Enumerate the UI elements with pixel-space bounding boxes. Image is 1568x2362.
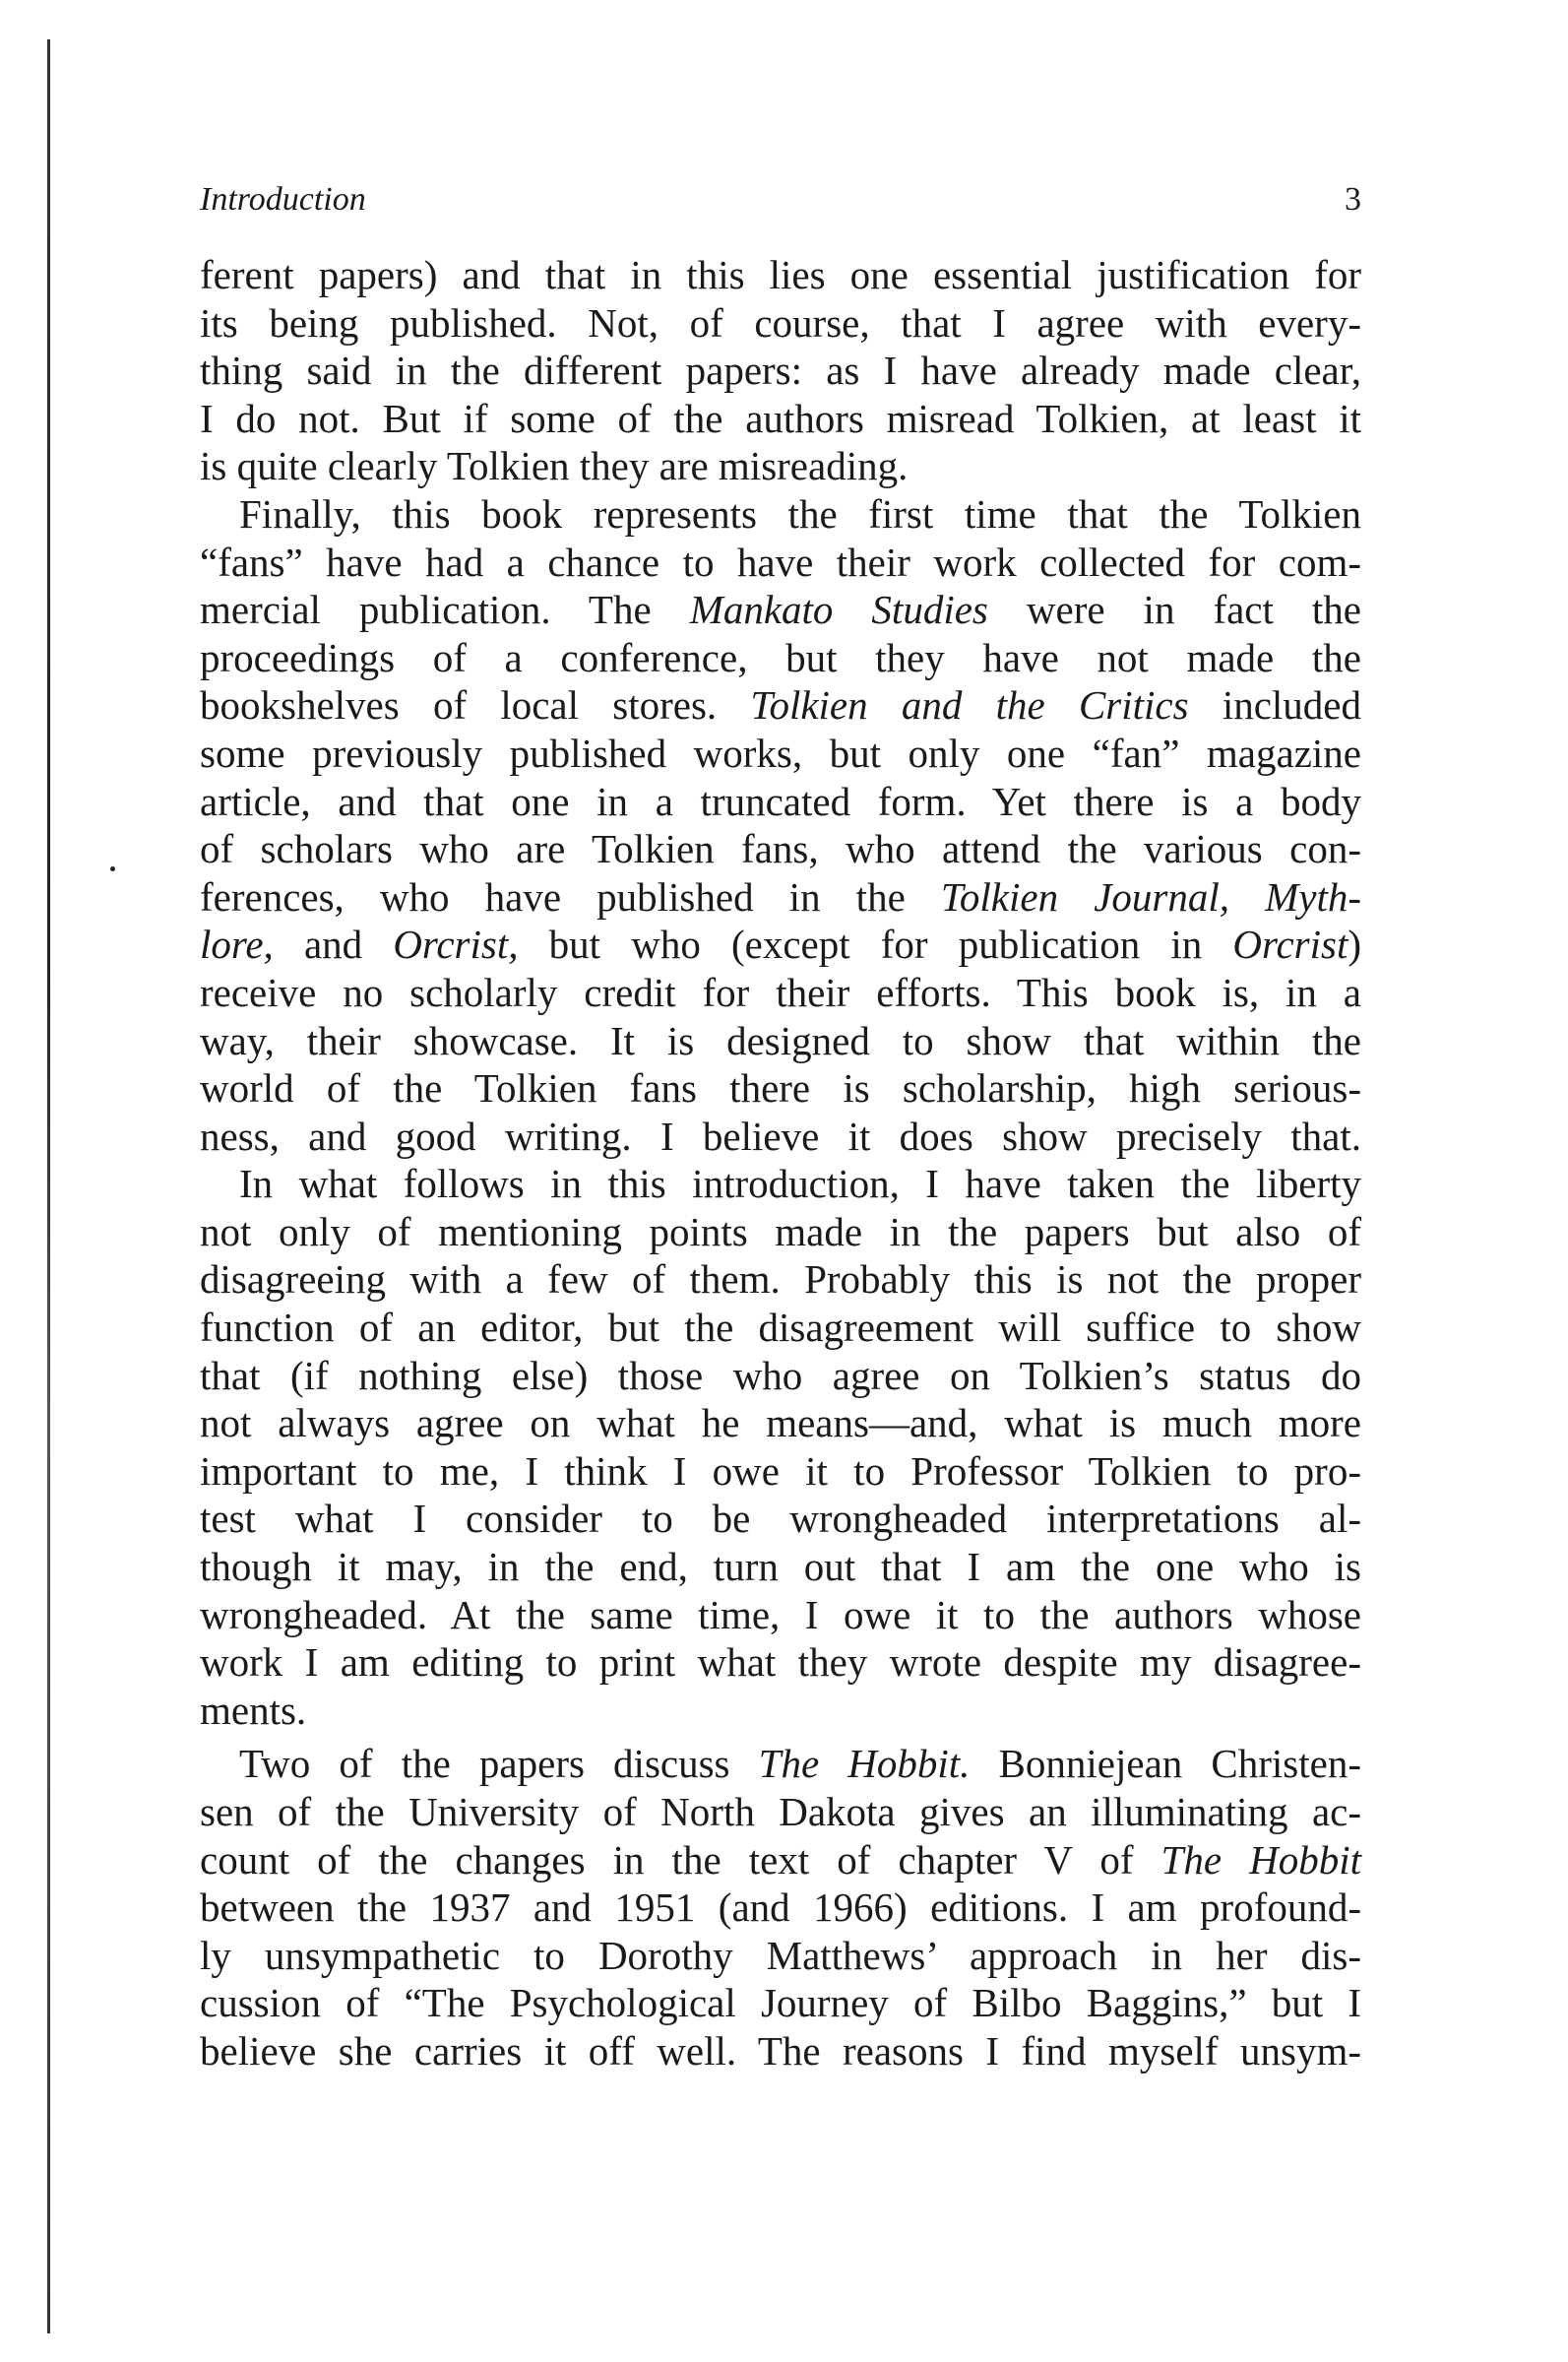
- text-line: count of the changes in the text of chapter V of The Hobbit: [200, 1836, 1361, 1883]
- text-line: some previously published works, but only one “fan” magazine: [200, 730, 1361, 776]
- text-line: In what follows in this introduction, I have taken the liberty: [239, 1161, 1361, 1207]
- text-line: of scholars who are Tolkien fans, who attend the various con-: [200, 826, 1361, 872]
- text-line: believe she carries it off well. The reasons I find myself unsym-: [200, 2027, 1361, 2074]
- text-line: mercial publication. The Mankato Studies were in fact the: [200, 587, 1361, 633]
- italic-title: lore,: [200, 922, 274, 968]
- text-line: that (if nothing else) those who agree on Tolkien’s status do: [200, 1352, 1361, 1398]
- italic-title: The Hobbit.: [758, 1741, 971, 1787]
- text-line: though it may, in the end, turn out that I am the one who is: [200, 1544, 1361, 1590]
- text-line: proceedings of a conference, but they have not made the: [200, 634, 1361, 680]
- text-line: function of an editor, but the disagreement will suffice to show: [200, 1305, 1361, 1351]
- italic-title: Mankato Studies: [689, 587, 988, 633]
- text-line: its being published. Not, of course, that I agree with every-: [200, 299, 1361, 346]
- text-line: cussion of “The Psychological Journey of Bilbo Baggins,” but I: [200, 1980, 1361, 2026]
- text-line: lore, and Orcrist, but who (except for publication in Orcrist): [200, 922, 1362, 968]
- italic-title: Orcrist,: [393, 922, 519, 968]
- italic-title: The Hobbit: [1160, 1836, 1361, 1883]
- text-line: ness, and good writing. I believe it does show precisely that.: [200, 1113, 1361, 1159]
- text-line: disagreeing with a few of them. Probably this is not the proper: [200, 1256, 1361, 1303]
- text-line: thing said in the different papers: as I have already made clear,: [200, 348, 1361, 394]
- text-line: important to me, I think I owe it to Professor Tolkien to pro-: [200, 1447, 1361, 1494]
- italic-title: Orcrist: [1232, 922, 1348, 968]
- text-line: world of the Tolkien fans there is scholarship, high serious-: [200, 1065, 1361, 1112]
- page-edge-line: [47, 39, 50, 2333]
- text-line: receive no scholarly credit for their efforts. This book is, in a: [200, 969, 1361, 1015]
- text-line: sen of the University of North Dakota gives an illuminating ac-: [200, 1789, 1361, 1834]
- text-line: ferent papers) and that in this lies one essential justification for: [200, 252, 1361, 297]
- text-line: article, and that one in a truncated form. Yet there is a body: [200, 778, 1361, 824]
- text-line: test what I consider to be wrongheaded interpretations al-: [200, 1496, 1361, 1542]
- running-title: Introduction: [200, 181, 366, 218]
- text-line: ly unsympathetic to Dorothy Matthews’ approach in her dis-: [200, 1932, 1361, 1978]
- text-line: not always agree on what he means—and, what is much more: [200, 1400, 1361, 1446]
- text-line: wrongheaded. At the same time, I owe it to the authors whose: [200, 1591, 1361, 1637]
- body-text: [200, 251, 1361, 2075]
- text-line: work I am editing to print what they wrote despite my disagree-: [200, 1639, 1361, 1686]
- text-line: between the 1937 and 1951 (and 1966) editions. I am profound-: [200, 1884, 1361, 1931]
- text-line: I do not. But if some of the authors misread Tolkien, at least it: [200, 395, 1361, 441]
- text-line: Two of the papers discuss The Hobbit. Bonniejean Christen-: [239, 1741, 1361, 1787]
- text-line: Finally, this book represents the first time that the Tolkien: [239, 490, 1361, 537]
- page-number: 3: [1345, 181, 1361, 218]
- text-line: “fans” have had a chance to have their work collected for com-: [200, 539, 1361, 585]
- text-line: ments.: [200, 1687, 307, 1733]
- text-line: ferences, who have published in the Tolkien Journal, Myth-: [200, 873, 1361, 920]
- text-line: not only of mentioning points made in the papers but also of: [200, 1208, 1361, 1254]
- italic-title: Tolkien Journal, Myth-: [940, 873, 1361, 920]
- italic-title: Tolkien and the Critics: [750, 682, 1189, 729]
- text-line: is quite clearly Tolkien they are misreading.: [200, 443, 909, 489]
- text-line: way, their showcase. It is designed to show that within the: [200, 1017, 1361, 1063]
- running-head: [200, 175, 1361, 234]
- text-line: bookshelves of local stores. Tolkien and the Critics included: [200, 682, 1361, 729]
- stray-ink-mark: [110, 866, 115, 871]
